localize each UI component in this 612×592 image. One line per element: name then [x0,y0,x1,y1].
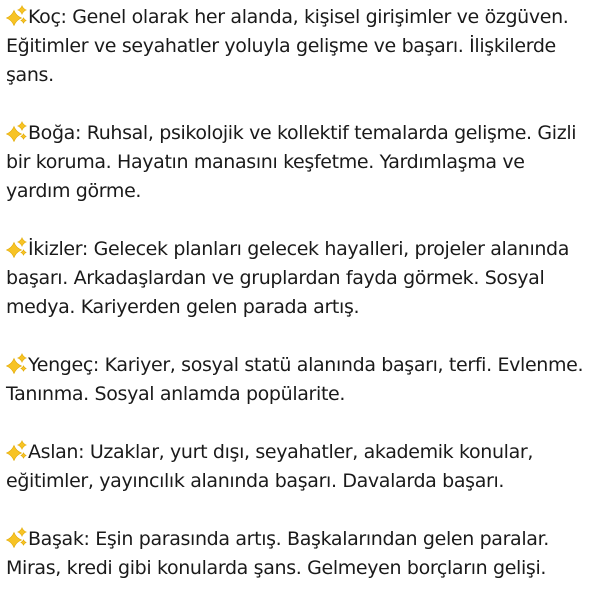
entry-line: Yengeç: Kariyer, sosyal statü alanında başarı, terfi. Evlenme. [28,354,584,376]
sparkles-icon [6,440,27,461]
sparkles-icon [6,527,27,548]
entry-boga [6,119,610,206]
horoscope-text [6,3,610,583]
entry-koc [6,3,610,90]
entry-line: İkizler: Gelecek planları gelecek hayalleri, projeler alanında [28,238,570,260]
entry-line: Miras, kredi gibi konularda şans. Gelmeyen borçların gelişi. [6,557,547,579]
entry-line: Eğitimler ve seyahatler yoluyla gelişme ve başarı. İlişkilerde [6,35,556,57]
entry-yengec [6,351,610,409]
entry-line: Tanınma. Sosyal anlamda popülarite. [6,383,346,405]
entry-line: eğitimler, yayıncılık alanında başarı. Davalarda başarı. [6,470,505,492]
entry-line: Başak: Eşin parasında artış. Başkalarından gelen paralar. [28,528,549,550]
sparkles-icon [6,5,27,26]
entry-line: medya. Kariyerden gelen parada artış. [6,296,360,318]
entry-basak [6,525,610,583]
sparkles-icon [6,121,27,142]
entry-line: Koç: Genel olarak her alanda, kişisel girişimler ve özgüven. [28,6,569,28]
entry-ikizler [6,235,610,322]
sparkles-icon [6,237,27,258]
entry-line: yardım görme. [6,180,142,202]
entry-line: başarı. Arkadaşlardan ve gruplardan fayda görmek. Sosyal [6,267,545,289]
entry-line: Aslan: Uzaklar, yurt dışı, seyahatler, akademik konular, [28,441,534,463]
entry-line: Boğa: Ruhsal, psikolojik ve kollektif temalarda gelişme. Gizli [28,122,577,144]
entry-aslan [6,438,610,496]
entry-line: bir koruma. Hayatın manasını keşfetme. Yardımlaşma ve [6,151,525,173]
entry-line: şans. [6,64,54,86]
sparkles-icon [6,353,27,374]
